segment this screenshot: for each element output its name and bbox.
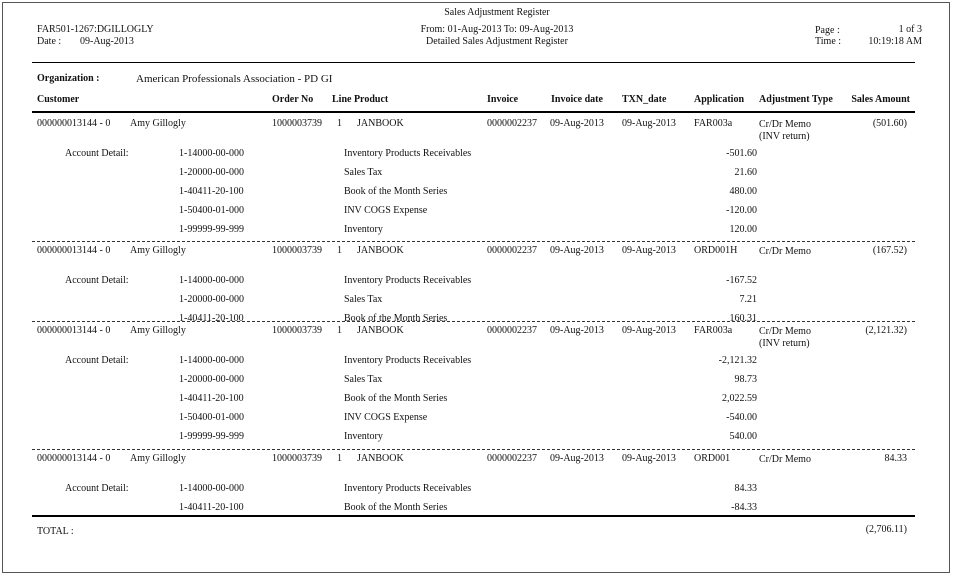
total-label: TOTAL : [37,526,74,537]
invoice-no: 0000002237 [487,118,537,129]
report-id: FAR501-1267:DGILLOGLY [37,24,154,35]
account-amount: 84.33 [734,483,757,494]
col-line-product: Line Product [332,94,389,105]
account-amount: -540.00 [726,412,757,423]
adjustment-type: Cr/Dr Memo [759,454,811,465]
account-number: 1-99999-99-999 [179,224,244,235]
col-invoice: Invoice [487,94,519,105]
col-order-no: Order No [272,94,314,105]
account-description: Inventory [344,224,383,235]
account-amount: -167.52 [726,275,757,286]
account-detail-label: Account Detail: [65,148,129,159]
account-description: Sales Tax [344,167,383,178]
product: JANBOOK [357,325,404,336]
account-number: 1-50400-01-000 [179,205,244,216]
invoice-date: 09-Aug-2013 [550,453,604,464]
account-number: 1-40411-20-100 [179,502,244,513]
customer-name: Amy Gillogly [130,118,186,129]
line-no: 1 [337,245,342,256]
account-number: 1-40411-20-100 [179,393,244,404]
date-label: Date : [37,36,62,47]
account-amount: 120.00 [729,224,757,235]
organization-label: Organization : [37,73,100,84]
order-no: 1000003739 [272,325,322,336]
account-number: 1-40411-20-100 [179,313,244,324]
sales-amount: (167.52) [872,245,907,256]
account-detail-label: Account Detail: [65,355,129,366]
txn-date: 09-Aug-2013 [622,453,676,464]
adjustment-type-note: (INV return) [759,131,810,142]
order-no: 1000003739 [272,118,322,129]
report-title: Sales Adjustment Register [444,7,550,18]
line-no: 1 [337,325,342,336]
col-application: Application [694,94,745,105]
account-number: 1-20000-00-000 [179,294,244,305]
account-number: 1-14000-00-000 [179,483,244,494]
account-number: 1-14000-00-000 [179,275,244,286]
application: ORD001 [694,453,731,464]
invoice-no: 0000002237 [487,453,537,464]
adjustment-type: Cr/Dr Memo [759,119,811,130]
account-description: Inventory [344,431,383,442]
account-description: Book of the Month Series [344,313,448,324]
account-description: Book of the Month Series [344,393,448,404]
account-amount: 2,022.59 [722,393,757,404]
account-description: Inventory Products Receivables [344,483,472,494]
account-amount: -501.60 [726,148,757,159]
record-separator [32,449,915,450]
total-value: (2,706.11) [865,524,907,535]
account-number: 1-50400-01-000 [179,412,244,423]
account-amount: 98.73 [734,374,757,385]
report-subtitle: Detailed Sales Adjustment Register [426,36,568,47]
adjustment-type-note: (INV return) [759,338,810,349]
order-no: 1000003739 [272,453,322,464]
account-description: INV COGS Expense [344,205,428,216]
customer-name: Amy Gillogly [130,453,186,464]
invoice-date: 09-Aug-2013 [550,245,604,256]
account-description: Sales Tax [344,374,383,385]
header-divider [32,62,915,63]
account-amount: 7.21 [739,294,757,305]
col-sales-amount: Sales Amount [851,94,910,105]
account-description: Inventory Products Receivables [344,355,472,366]
account-number: 1-20000-00-000 [179,167,244,178]
product: JANBOOK [357,453,404,464]
time-value: 10:19:18 AM [868,36,922,47]
application: ORD001H [694,245,738,256]
txn-date: 09-Aug-2013 [622,118,676,129]
time-label: Time : [815,36,842,47]
adjustment-type: Cr/Dr Memo [759,246,811,257]
invoice-date: 09-Aug-2013 [550,118,604,129]
invoice-no: 0000002237 [487,245,537,256]
account-detail-label: Account Detail: [65,275,129,286]
account-amount: 160.31 [729,313,757,324]
account-amount: -120.00 [726,205,757,216]
account-amount: -84.33 [731,502,757,513]
total-divider [32,515,915,517]
sales-amount: 84.33 [884,453,907,464]
customer-id: 000000013144 - 0 [37,118,111,129]
account-amount: 21.60 [734,167,757,178]
invoice-date: 09-Aug-2013 [550,325,604,336]
record-separator [32,241,915,242]
organization-value: American Professionals Association - PD GI [136,73,333,85]
account-number: 1-40411-20-100 [179,186,244,197]
sales-amount: (501.60) [872,118,907,129]
report-date-range: From: 01-Aug-2013 To: 09-Aug-2013 [420,24,574,35]
order-no: 1000003739 [272,245,322,256]
account-amount: 480.00 [729,186,757,197]
adjustment-type: Cr/Dr Memo [759,326,811,337]
product: JANBOOK [357,118,404,129]
account-description: Book of the Month Series [344,502,448,513]
account-description: INV COGS Expense [344,412,428,423]
col-txn-date: TXN_date [622,94,667,105]
date-value: 09-Aug-2013 [80,36,134,47]
account-number: 1-99999-99-999 [179,431,244,442]
report-frame [2,2,950,573]
customer-id: 000000013144 - 0 [37,325,111,336]
account-description: Inventory Products Receivables [344,275,472,286]
invoice-no: 0000002237 [487,325,537,336]
col-customer: Customer [37,94,80,105]
account-number: 1-20000-00-000 [179,374,244,385]
account-number: 1-14000-00-000 [179,355,244,366]
col-invoice-date: Invoice date [551,94,603,105]
column-header-divider [32,111,915,113]
customer-name: Amy Gillogly [130,245,186,256]
customer-id: 000000013144 - 0 [37,245,111,256]
page-value: 1 of 3 [898,24,922,35]
line-no: 1 [337,453,342,464]
col-adjustment-type: Adjustment Type [759,94,833,105]
line-no: 1 [337,118,342,129]
sales-amount: (2,121.32) [865,325,907,336]
application: FAR003a [694,325,733,336]
customer-id: 000000013144 - 0 [37,453,111,464]
record-separator [32,321,915,322]
page-label: Page : [815,25,840,36]
product: JANBOOK [357,245,404,256]
txn-date: 09-Aug-2013 [622,325,676,336]
account-detail-label: Account Detail: [65,483,129,494]
txn-date: 09-Aug-2013 [622,245,676,256]
account-amount: 540.00 [729,431,757,442]
account-description: Book of the Month Series [344,186,448,197]
account-description: Inventory Products Receivables [344,148,472,159]
customer-name: Amy Gillogly [130,325,186,336]
account-number: 1-14000-00-000 [179,148,244,159]
account-description: Sales Tax [344,294,383,305]
account-amount: -2,121.32 [718,355,757,366]
application: FAR003a [694,118,733,129]
